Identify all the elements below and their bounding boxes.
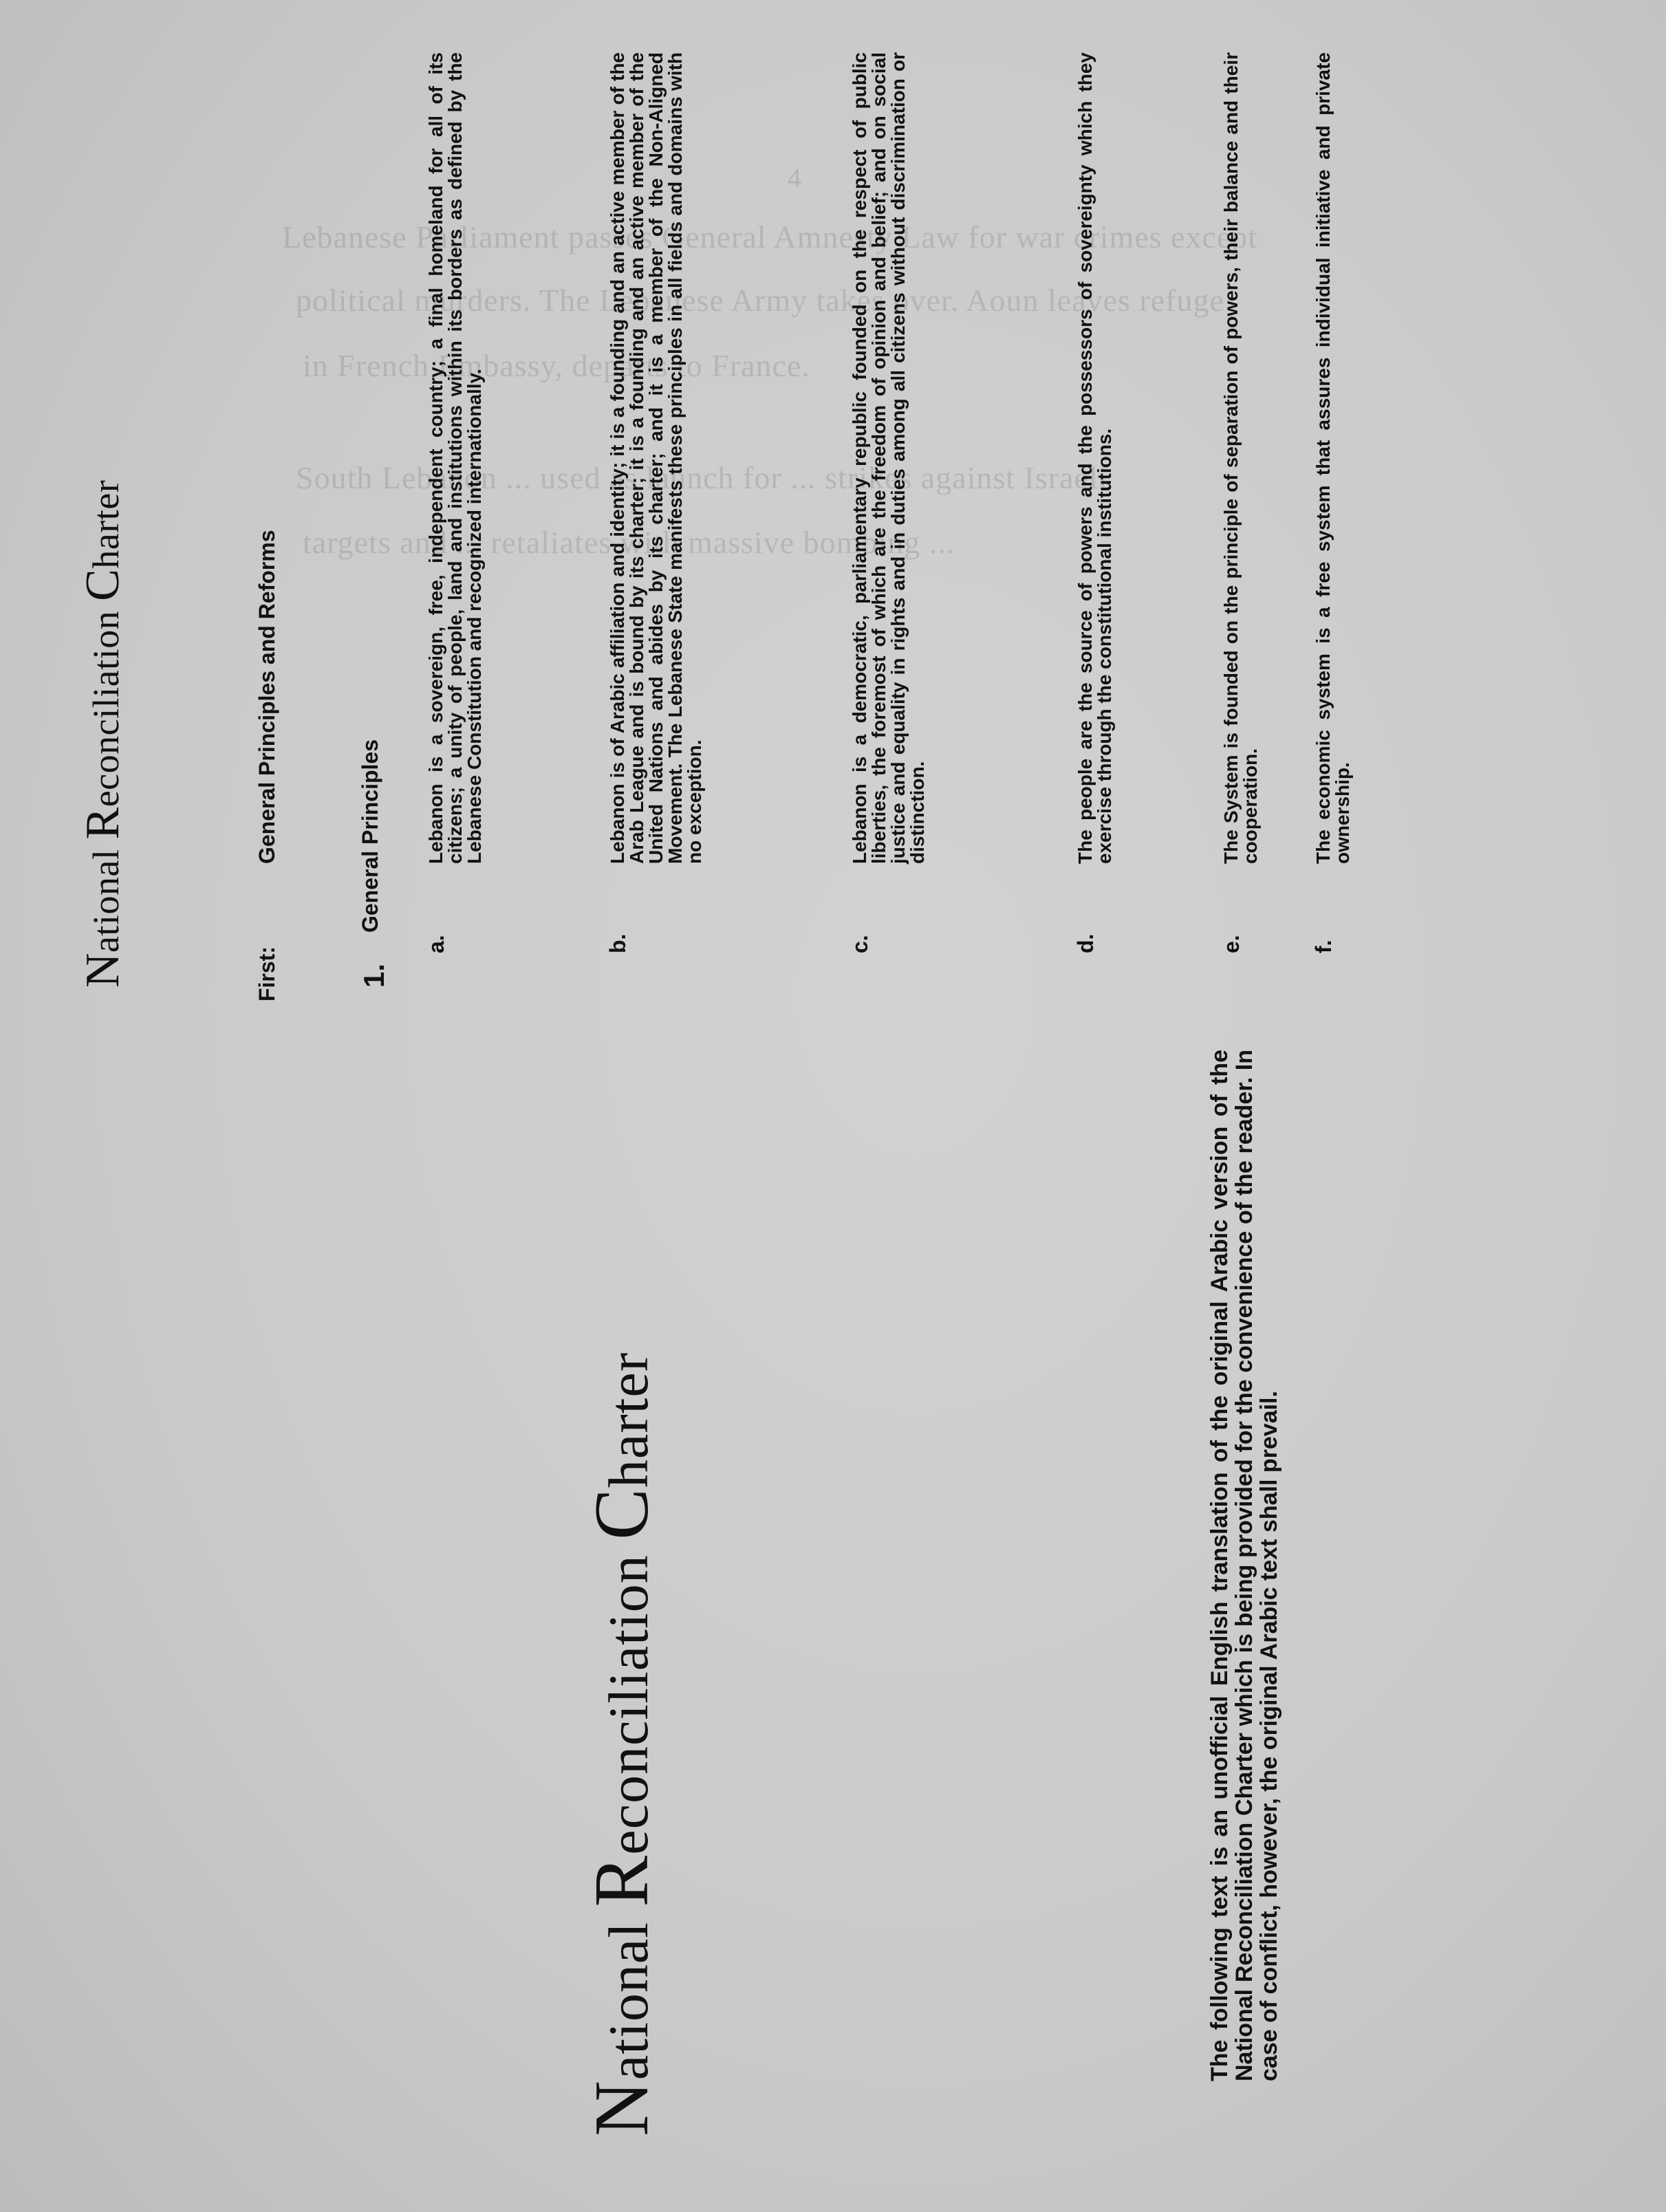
- item-text: Lebanon is of Arabic affiliation and identity; it is a founding and an active member of the Arab League and is bound by its charter; it is a founding and an active member of the United Nations and abides by its charter; and it is a member of the Non-Aligned Movement. The Lebanese State manifests these principles in all fields and domains with no exception.: [607, 52, 705, 864]
- item-text: Lebanon is a democratic, parliamentary republic founded on the respect of public liberties, the foremost of which are the freedom of opinion and belief; and on social justice and equality in rights and in duties among all citizens without discrimination or distinction.: [849, 52, 928, 864]
- item-letter: e.: [1219, 935, 1244, 953]
- item-letter: b.: [605, 933, 630, 953]
- item-letter: d.: [1073, 933, 1098, 953]
- translation-disclaimer: The following text is an unofficial English translation of the original Arabic version of the National Reconciliation Charter which is being provided for the convenience of the reader. In case of conflict, however, the original Arabic text shall prevail.: [1207, 1050, 1282, 2081]
- part-label: First:: [255, 946, 279, 1001]
- section-number: 1.: [358, 963, 390, 988]
- section-title: General Principles: [358, 739, 382, 933]
- bleed-line: in French Embassy, departs to France.: [303, 348, 810, 383]
- item-text: Lebanon is a sovereign, free, independent country; a final homeland for all of its citizens; a unity of people, land and institutions within its borders as defined by the Lebanese Constitution and recognized internationally.: [425, 52, 485, 864]
- part-title: General Principles and Reforms: [255, 530, 279, 864]
- item-letter: a.: [424, 935, 448, 953]
- bleed-line: targets and ... retaliates with massive bombing ...: [303, 525, 955, 560]
- cover-title: National Reconciliation Charter: [579, 1352, 664, 2136]
- bleed-line: political murders. The Lebanese Army takes over. Aoun leaves refuge: [296, 283, 1224, 318]
- item-letter: f.: [1311, 940, 1336, 953]
- item-text: The people are the source of powers and the possessors of sovereignty which they exercise through the constitutional institutions.: [1074, 52, 1115, 864]
- item-text: The System is founded on the principle of separation of powers, their balance and their cooperation.: [1220, 52, 1261, 864]
- item-letter: c.: [847, 935, 872, 953]
- bleed-page-mark: 4: [788, 162, 801, 193]
- running-title: National Reconciliation Charter: [76, 479, 129, 988]
- bleed-line: South Lebanon ... used as launch for ... strikes against Israeli: [296, 460, 1108, 495]
- cover-panel: [0, 1050, 1666, 2212]
- item-text: The economic system is a free system that assures individual initiative and private ownership.: [1312, 52, 1353, 864]
- bleed-line: Lebanese Parliament passes General Amnesty Law for war crimes except: [282, 219, 1258, 254]
- content-panel: [0, 0, 1666, 1001]
